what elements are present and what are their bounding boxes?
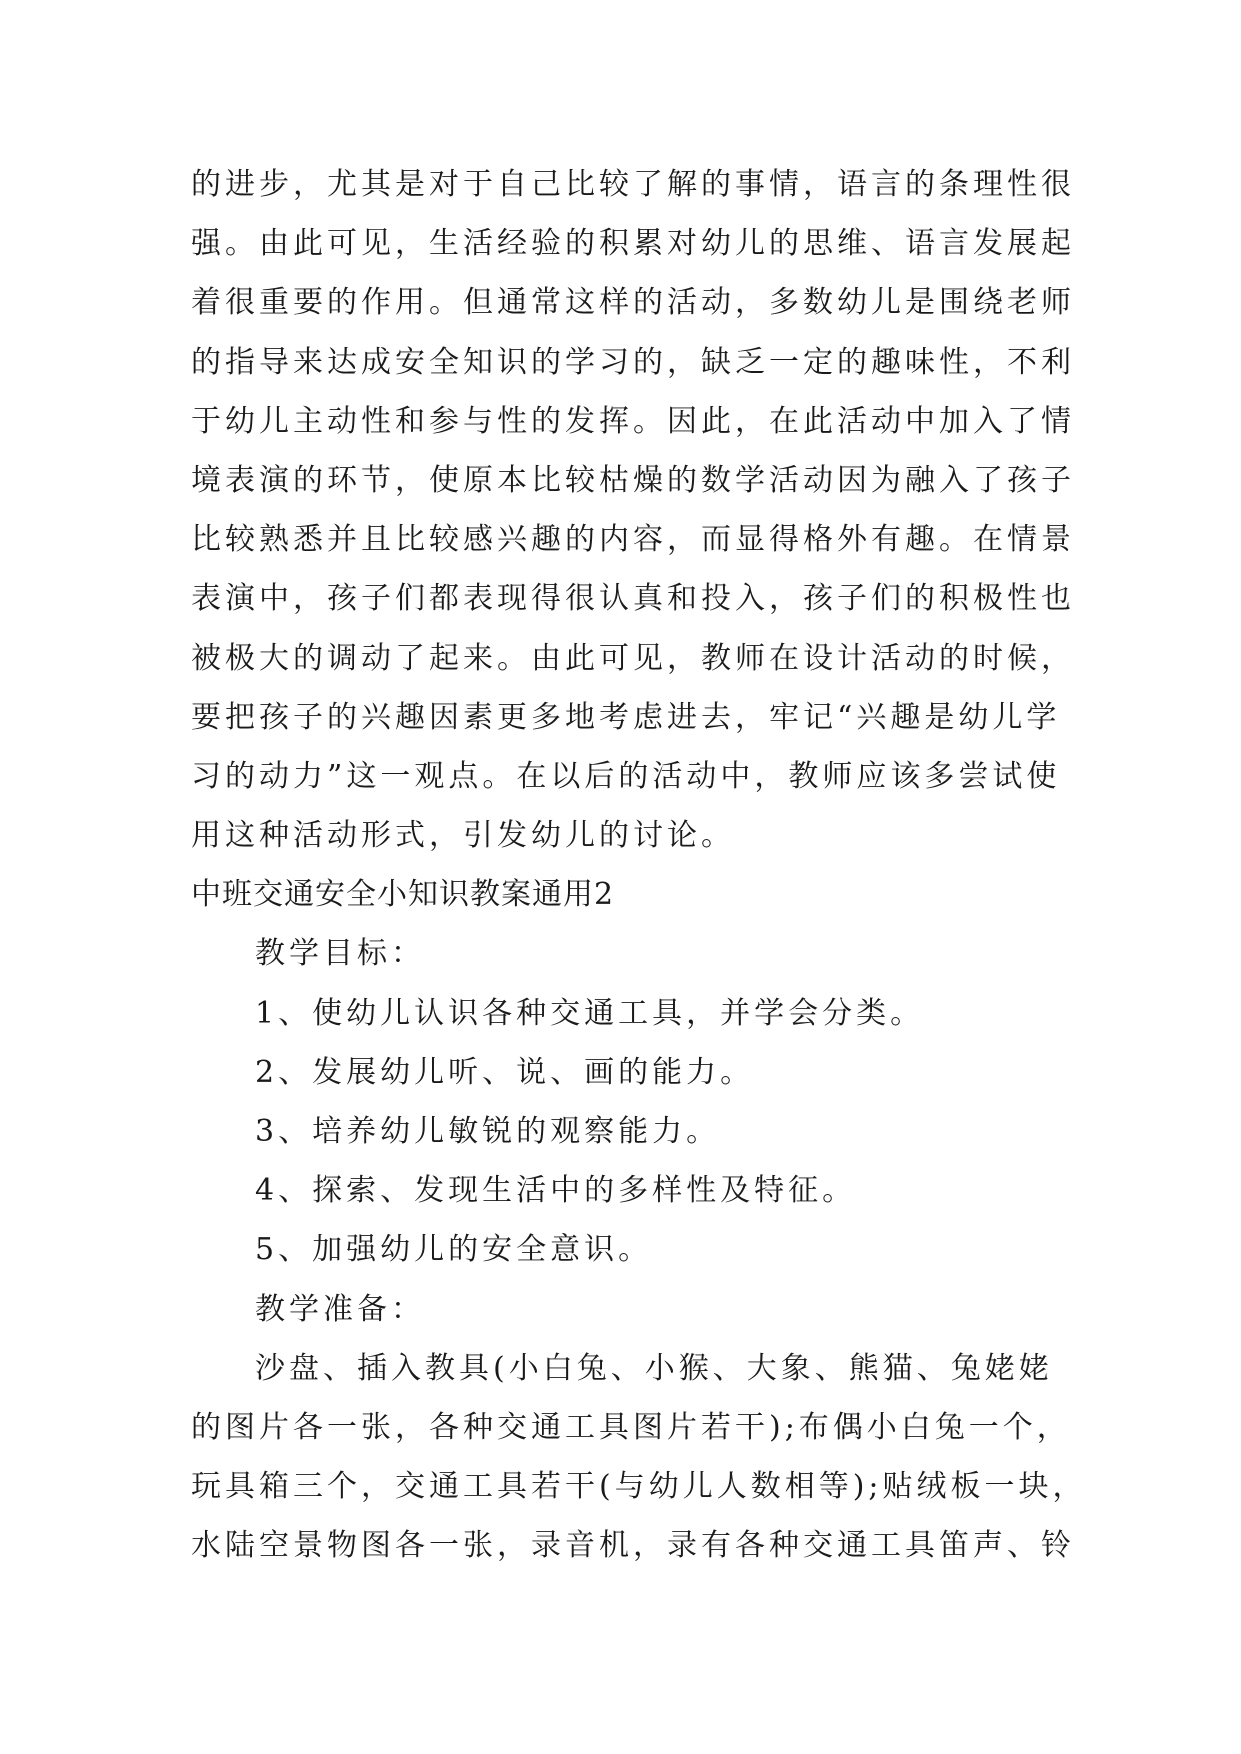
text-line: 水陆空景物图各一张，录音机，录有各种交通工具笛声、铃 [191, 1528, 1075, 1564]
goal-item: 2、发展幼儿听、说、画的能力。 [255, 1054, 755, 1090]
continuation-paragraph [191, 155, 1075, 865]
text-line: 玩具箱三个，交通工具若干(与幼儿人数相等);贴绒板一块， [191, 1469, 1087, 1505]
text-line: 沙盘、插入教具(小白兔、小猴、大象、熊猫、兔姥姥 [255, 1350, 1053, 1386]
text-line: 比较熟悉并且比较感兴趣的内容，而显得格外有趣。在情景 [191, 522, 1075, 558]
goal-item: 1、使幼儿认识各种交通工具，并学会分类。 [255, 995, 925, 1031]
text-line: 表演中，孩子们都表现得很认真和投入，孩子们的积极性也 [191, 581, 1075, 617]
text-line: 用这种活动形式，引发幼儿的讨论。 [191, 818, 735, 854]
document-page [191, 155, 1087, 1576]
text-line: 强。由此可见，生活经验的积累对幼儿的思维、语言发展起 [191, 226, 1075, 262]
text-line: 要把孩子的兴趣因素更多地考虑进去，牢记“兴趣是幼儿学 [191, 699, 1061, 735]
goal-item: 4、探索、发现生活中的多样性及特征。 [255, 1173, 857, 1209]
goals-list [191, 984, 1055, 1280]
section-heading: 中班交通安全小知识教案通用2 [191, 877, 615, 913]
text-line: 的图片各一张，各种交通工具图片若干);布偶小白兔一个， [191, 1409, 1071, 1445]
text-line: 于幼儿主动性和参与性的发挥。因此，在此活动中加入了情 [191, 403, 1075, 439]
text-line: 着很重要的作用。但通常这样的活动，多数幼儿是围绕老师 [191, 285, 1075, 321]
goal-item: 5、加强幼儿的安全意识。 [255, 1232, 653, 1268]
prep-paragraph [191, 1339, 1087, 1576]
prep-label: 教学准备： [255, 1291, 425, 1327]
text-line: 习的动力”这一观点。在以后的活动中，教师应该多尝试使 [191, 758, 1061, 794]
text-line: 被极大的调动了起来。由此可见，教师在设计活动的时候， [191, 640, 1075, 676]
text-line: 境表演的环节，使原本比较枯燥的数学活动因为融入了孩子 [191, 462, 1075, 498]
text-line: 的进步，尤其是对于自己比较了解的事情，语言的条理性很 [191, 167, 1075, 202]
goal-item: 3、培养幼儿敏锐的观察能力。 [255, 1114, 721, 1149]
text-line: 的指导来达成安全知识的学习的，缺乏一定的趣味性，不利 [191, 344, 1075, 380]
goals-label: 教学目标： [255, 936, 425, 972]
